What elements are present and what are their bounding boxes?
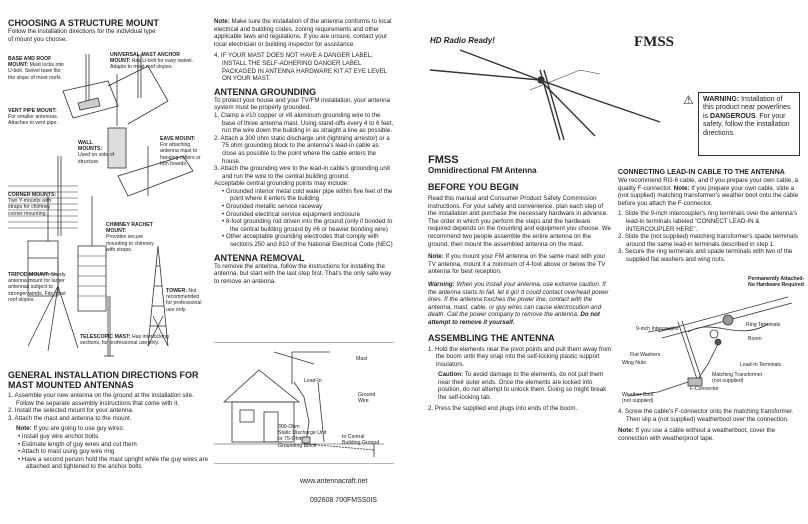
conn-step-3: 3. Secure the ring terminals and spade terminals with two of the supplied flat washers and wing nuts. [618, 248, 793, 263]
fig-ground-wire: Ground Wire [358, 392, 376, 405]
column-4-bottom [618, 408, 802, 442]
label-universal: UNIVERSAL MAST ANCHOR MOUNT: Has U-bolt for easy swivel. Adapts to most roof slopes. [110, 52, 194, 71]
assem-step-1: 1. Hold the elements near the pivot points and pull them away from the boom until they snap into the self-locking plastic support insulators. [428, 345, 612, 368]
caution-note: Caution: To avoid damage to the elements, do not pull them near their outer ends. Once the elements are locked into position, do not attempt to unlock them. Doing so might break the self-locking tab. [438, 371, 607, 402]
label-vent-pipe: VENT PIPE MOUNT: For smaller antennas. Attaches to vent pipe. [8, 108, 59, 127]
structure-mount-title: CHOOSING A STRUCTURE MOUNT [8, 18, 159, 28]
ground-point-3: • Grounded electrical service equipment enclosure [222, 210, 361, 218]
label-chimney: CHIMNEY RACHET MOUNT: Provides secure mounting to chimney with straps. [106, 222, 154, 253]
powerline-warning: ⚠ WARNING: Installation of this product near powerlines is DANGEROUS. For your safety, follow the installation directions. [698, 92, 800, 156]
general-installation-title: GENERAL INSTALLATION DIRECTIONS FOR MAST MOUNTED ANTENNAS [8, 370, 199, 390]
label-corner: CORNER MOUNTS: Two Y-mounts with straps for chimney corner mounting. [8, 192, 57, 217]
ground-point-2: • Grounded metallic service raceway [222, 203, 323, 211]
codes-note: Note: Make sure the installation of the antenna conforms to local electrical and building codes, zoning requirements and other applicable laws and regulations. If you are unsure, contact your local electrician or building inspector for assistance. [214, 18, 392, 48]
connection-drawing [618, 272, 804, 405]
conn-step-1: 1. Slide the 9-inch intercoupler's ring terminals over the antenna's lead-in terminals labeled "CONNECT LEAD-IN & INTERCOUPLER HERE". [618, 210, 798, 233]
assembling-title: ASSEMBLING THE ANTENNA [428, 332, 555, 343]
fig-mast-label: Mast [356, 356, 368, 362]
ground-point-5: • Other acceptable grounding electrodes that comply with sections 250 and 810 of the National Electrical Code (NEC) [222, 233, 393, 249]
guy-bullet-4: • Have a second person hold the mast upright while the guy wires are attached and tightened to the anchor bolts [18, 455, 208, 471]
column-1 [8, 18, 204, 43]
column-2 [214, 18, 394, 285]
antenna-illustration [420, 40, 700, 140]
connecting-title: CONNECTING LEAD-IN CABLE TO THE ANTENNA [618, 169, 785, 176]
warning-icon: ⚠ [683, 93, 694, 107]
structure-mount-intro: Follow the installation directions for the individual type of mount you choose. [8, 28, 156, 43]
fig-weather-boot: Weather Boot (not supplied) [622, 392, 654, 405]
fig-perm-attached: Permanently Attached- No Hardware Required [748, 276, 805, 289]
danger-label-step: 4. IF YOUR MAST DOES NOT HAVE A DANGER LABEL, INSTALL THE SELF-ADHERING DANGER LABEL PACKAGED IN ANTENNA HARDWARE KIT AT EYE LEVEL ON YOUR MAST. [214, 52, 387, 83]
doc-code: 092608 700FMSS0IS [310, 497, 377, 504]
gen-step-2: 2. Install the selected mount for your antenna. [8, 407, 134, 415]
ground-step-2: 2. Attach a 300 ohm static discharge unit (lightning arrestor) or a 75 ohm grounding block to the antenna's lead-in cable as close as possible to the point where the cable enters the house. [214, 134, 390, 165]
fig-matching-transformer: Matching Transformer (not supplied) [712, 372, 763, 385]
ground-step-1: 1. Clamp a #10 copper or #8 aluminum grounding wire to the base of three antenna mast. Using stand-offs every 4 to 6 feet, run the wire down the building in as straight a line as possible. [214, 111, 394, 135]
removal-text: To remove the antenna, follow the instructions for installing the antenna, but start with the last step first. That's the only safe way to remove an antenna. [214, 262, 392, 285]
guy-bullet-3: • Attach to mast using guy wire ring [18, 448, 115, 456]
guy-bullet-1: • Install guy wire anchor bolts [18, 432, 99, 440]
ground-point-1: • Grounded interior metal cold water pipe within five feet of the point where it enters the building [222, 187, 393, 203]
fig-f-connector: F-Connector [690, 386, 719, 392]
label-base-roof: BASE AND ROOF MOUNT: Mast locks into U-bolt. Swivel base fits the slope of most roofs. [8, 56, 64, 81]
before-title: BEFORE YOU BEGIN [428, 182, 519, 192]
connection-figure [618, 272, 804, 405]
weatherboot-note: Note: If you use a cable without a weatherboot, cover the connection with weatherproof tape. [618, 427, 776, 442]
fig-boom: Boom [748, 336, 762, 342]
conn-step-2: 2. Slide the (not supplied) matching transformer's spade terminals around the same lead-in terminals described in step 1. [618, 233, 799, 248]
ground-step-3: 3. Attach the grounding wire to the lead-in cable's grounding unit and run the wire to the central building ground. [214, 165, 390, 180]
ground-point-4: • 8-foot grounding rod driven into the ground (only if bonded to the central building ground by #6 or heavier bonding wire) [222, 218, 393, 233]
model-top: FMSS [634, 34, 675, 50]
gen-step-1: 1. Assemble your new antenna on the ground at the installation site. Follow the separate assembly instructions that come with it. [8, 392, 194, 407]
label-tripod: TRIPOD MOUNT: Sturdy antenna mount for larger antennas subject to stronger winds. Fits most roof slopes. [8, 272, 66, 303]
gen-step-3: 3. Attach the mast and antenna to the mount. [8, 414, 132, 422]
website[interactable]: www.antennacraft.net [300, 478, 368, 485]
grounding-points-intro: Acceptable central grounding points may include: [214, 180, 349, 188]
general-installation [8, 370, 208, 471]
safety-warning: Warning: When you install your antenna, use extreme caution. If the antenna starts to fall, let it go! It could contact overhead power lines. If the antenna touches the power line, contact with the antenna, mast, cable, or guy wires can cause electrocution and death. Call the power company to remove the antenna. Do not attempt to remove it yourself. [428, 280, 609, 326]
hd-radio-badge: HD Radio Ready! [430, 36, 495, 45]
fig-leadin-terminals: Lead-In Terminals [740, 362, 782, 368]
before-text: Read this manual and Consumer Product Safety Commission instructions. For your safety and convenience, plan each step of the installation and purchase the necessary hardware in advance. The order in which you perform the steps and the hardware required depends on the mounting and equipment you choose. We recommend two people assemble the entire antenna on the ground, then mount the assembled antenna on the mast. [428, 195, 611, 248]
guy-wire-note: Note: If you are going to use guy wires: [16, 425, 125, 433]
label-eave: EAVE MOUNT: For attaching antenna mast to hanging rafters or trim boards. [160, 136, 201, 167]
fig-discharge-unit: 300-Ohm Static Discharge Unit or 75-Ohm Grounding Block [278, 424, 327, 449]
column-3 [428, 154, 612, 412]
connecting-intro: We recommend RG-6 cable, and if you prepare your own cable, a quality F-connector. Note: If you prepare your own cable, slide a (not supplied) matching transformer's weather boot onto the cable before you attach the F-connector. [618, 177, 799, 207]
fig-ring-terminals: Ring Terminals [746, 322, 781, 328]
fig-flat-washers: Flat Washers [630, 352, 661, 358]
assem-step-2: 2. Press the supplied end plugs into ends of the boom. [428, 404, 578, 412]
fig-wing-nuts: Wing Nuts [622, 360, 646, 366]
removal-title: ANTENNA REMOVAL [214, 252, 305, 263]
same-mast-note: Note: If you mount your FM antenna on the same mast with your TV antenna, mount it a minimum of 4-foot above or below the TV antenna for best reception. [428, 253, 606, 276]
fig-central-ground: to Central Building Ground [342, 434, 380, 447]
column-4 [618, 168, 802, 264]
label-tower: TOWER: Not recommended for professional use only. [166, 288, 202, 313]
label-wall: WALL MOUNTS: Used on side of structure. [78, 140, 115, 165]
label-telescopic: TELESCOPIC MAST: Has interlocking sections, for professional use only. [80, 334, 169, 347]
model-title: FMSS [428, 154, 459, 166]
fig-leadin-label: Lead-In [304, 378, 322, 384]
fig-intercoupler: 9-inch Intercoupler [636, 326, 679, 332]
model-subtitle: Omnidirectional FM Antenna [428, 166, 537, 175]
grounding-title: ANTENNA GROUNDING [214, 86, 317, 97]
conn-step-4: 4. Screw the cable's F-connector onto the matching transformer. Then slip a (not supplied) weatherboot over the connection. [618, 408, 794, 423]
grounding-intro: To protect your house and your TV/FM installation, your antenna system must be properly grounded. [214, 96, 390, 112]
antenna-drawing [420, 40, 700, 140]
guy-bullet-2: • Estimate length of guy wires and cut them [18, 440, 137, 448]
